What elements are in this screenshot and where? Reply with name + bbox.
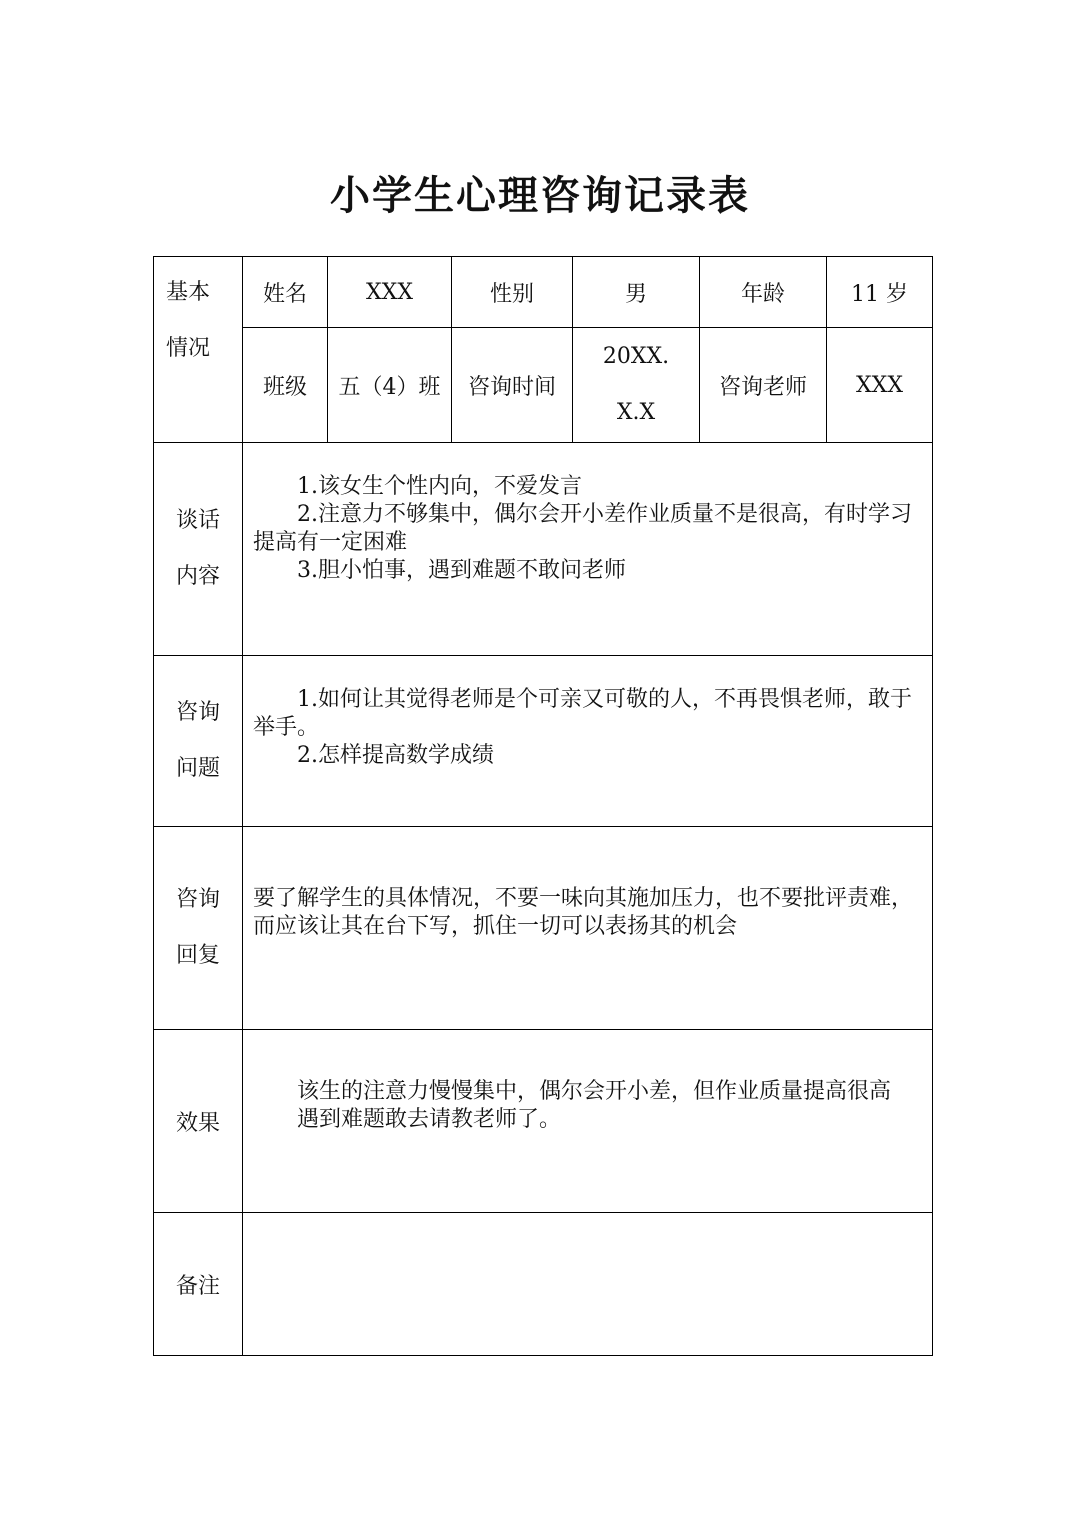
consult-question-item: 2.怎样提高数学成绩 — [297, 743, 494, 768]
talk-content-item: 1.该女生个性内向，不爱发言 — [297, 474, 582, 499]
consultation-form-table — [153, 256, 933, 1356]
effect-line2: 遇到难题敢去请教老师了。 — [297, 1107, 562, 1132]
consult-question-item: 1.如何让其觉得老师是个可亲又可敬的人，不再畏惧老师，敢于举手。 — [253, 687, 912, 740]
basic-info-label-line2: 情况 — [166, 336, 211, 361]
effect-body — [243, 1030, 933, 1213]
effect-label: 效果 — [154, 1030, 243, 1213]
consult-question-label-line1: 咨询 — [175, 700, 220, 725]
talk-content-label — [154, 443, 243, 656]
teacher-label: 咨询老师 — [700, 328, 827, 443]
talk-content-body — [243, 443, 933, 656]
remarks-label: 备注 — [154, 1213, 243, 1356]
gender-label: 性别 — [452, 257, 573, 328]
basic-info-section-label — [154, 257, 243, 443]
consult-question-label-line2: 问题 — [175, 756, 220, 781]
consult-question-row — [154, 656, 933, 827]
talk-content-label-line2: 内容 — [175, 564, 220, 589]
gender-value: 男 — [573, 257, 700, 328]
talk-content-row — [154, 443, 933, 656]
talk-content-label-line1: 谈话 — [175, 508, 220, 533]
talk-content-item: 3.胆小怕事，遇到难题不敢问老师 — [297, 558, 626, 583]
page-title: 小学生心理咨询记录表 — [330, 172, 750, 219]
age-value: 11 岁 — [827, 257, 933, 328]
consult-time-line1: 20XX. — [602, 344, 670, 369]
name-value: XXX — [328, 257, 452, 328]
consult-reply-label-line1: 咨询 — [175, 887, 220, 912]
basic-info-row-2 — [154, 328, 933, 443]
name-label: 姓名 — [243, 257, 328, 328]
consult-question-label — [154, 656, 243, 827]
remarks-body[interactable] — [243, 1213, 933, 1356]
consult-question-body — [243, 656, 933, 827]
effect-line1: 该生的注意力慢慢集中，偶尔会开小差，但作业质量提高很高 — [297, 1079, 892, 1104]
basic-info-row-1 — [154, 257, 933, 328]
class-value: 五（4）班 — [328, 328, 452, 443]
basic-info-label-line1: 基本 — [166, 280, 211, 305]
consult-time-value — [573, 328, 700, 443]
class-label: 班级 — [243, 328, 328, 443]
consult-time-label: 咨询时间 — [452, 328, 573, 443]
consult-time-line2: X.X — [616, 400, 656, 425]
effect-row — [154, 1030, 933, 1213]
teacher-value: XXX — [827, 328, 933, 443]
talk-content-item: 2.注意力不够集中，偶尔会开小差作业质量不是很高，有时学习提高有一定困难 — [253, 502, 912, 555]
age-label: 年龄 — [700, 257, 827, 328]
consult-reply-text: 要了解学生的具体情况，不要一味向其施加压力，也不要批评责难，而应该让其在台下写，抓住一切可以表扬其的机会 — [253, 886, 914, 939]
consult-reply-row — [154, 827, 933, 1030]
consult-reply-body — [243, 827, 933, 1030]
consult-reply-label-line2: 回复 — [175, 943, 220, 968]
remarks-row — [154, 1213, 933, 1356]
consult-reply-label — [154, 827, 243, 1030]
